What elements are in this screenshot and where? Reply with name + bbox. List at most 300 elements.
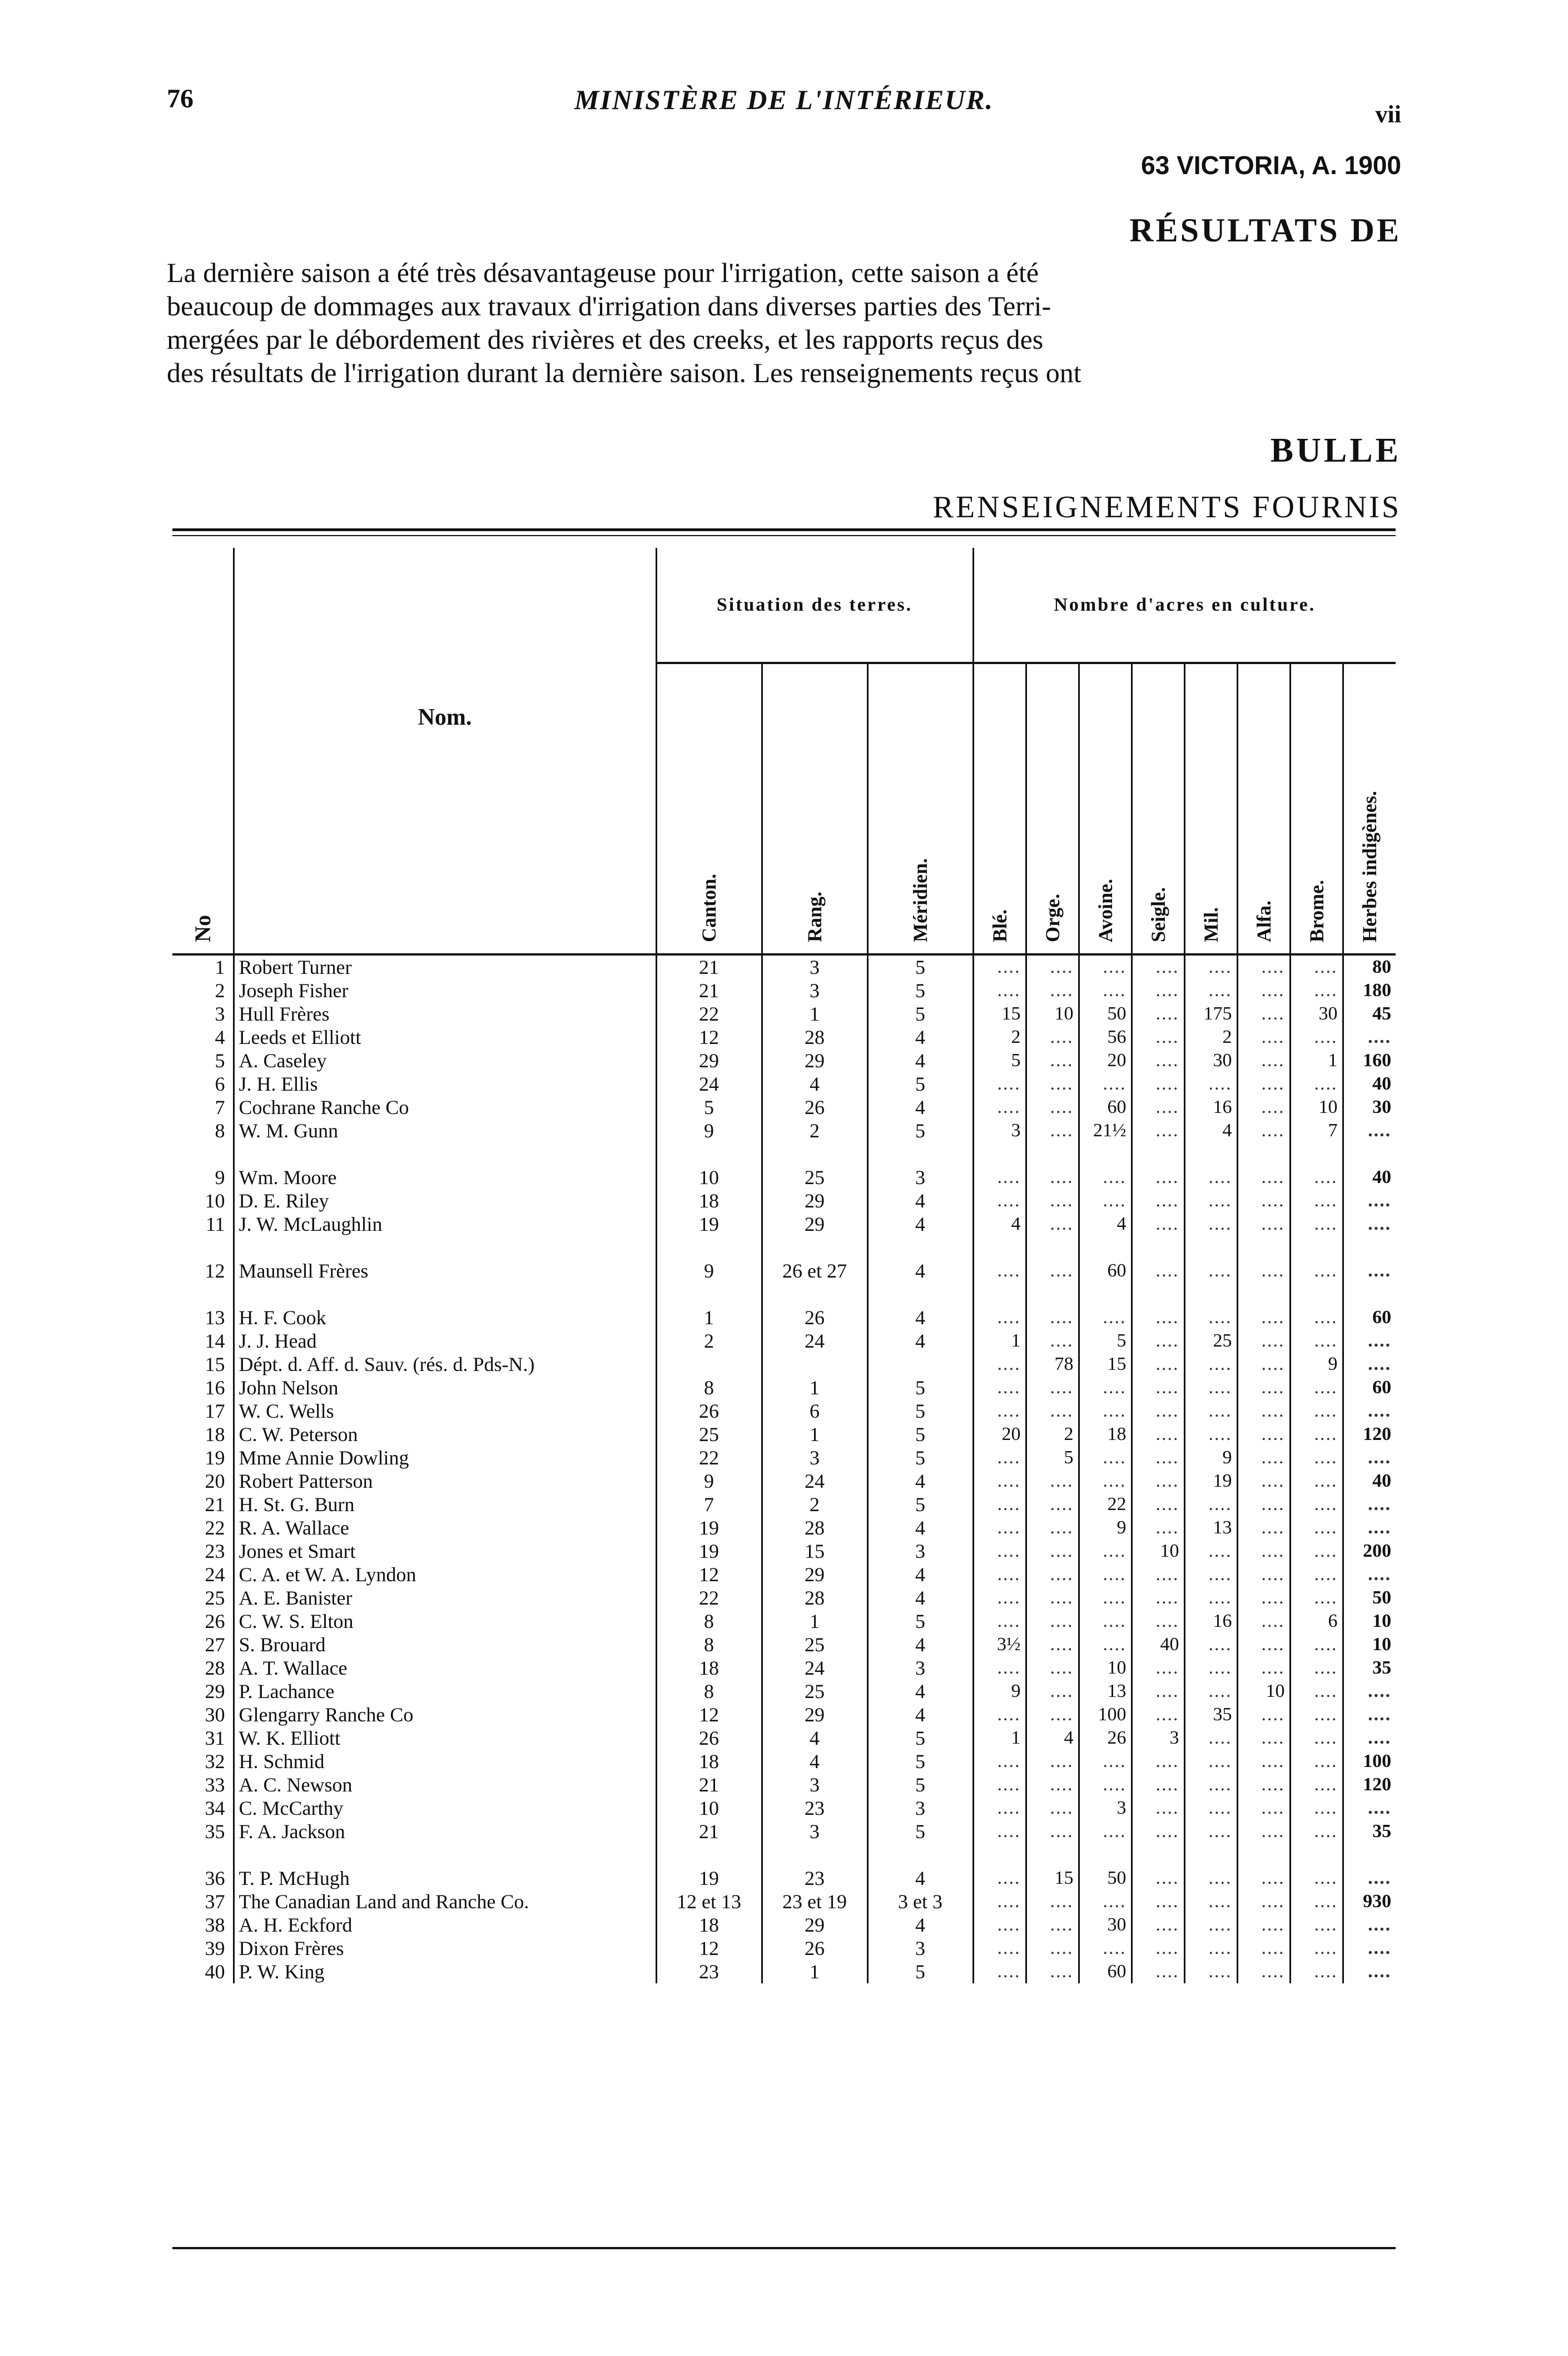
intro-line: des résultats de l'irrigation durant la dernière saison. Les renseignements reçus ont — [167, 357, 1081, 388]
row-number: 15 — [172, 1353, 234, 1376]
row-canton: 10 — [656, 1166, 762, 1189]
row-canton: 19 — [656, 1540, 762, 1563]
edition-line: 63 VICTORIA, A. 1900 — [1141, 151, 1401, 180]
row-crop-value — [1026, 979, 1079, 1002]
row-crop-value — [1132, 1750, 1184, 1773]
intro-line: La dernière saison a été très désavantageuse pour l'irrigation, cette saison a été — [167, 257, 1039, 288]
row-crop-value — [1237, 1446, 1290, 1469]
row-name: A. E. Banister — [234, 1586, 656, 1610]
table-row — [172, 1002, 1396, 1026]
row-name: H. St. G. Burn — [234, 1493, 656, 1516]
row-crop-value — [1132, 1703, 1184, 1726]
row-crop-value — [1290, 1913, 1343, 1937]
row-meridien: 5 — [867, 1726, 973, 1750]
row-canton: 9 — [656, 1119, 762, 1142]
row-canton: 5 — [656, 1096, 762, 1119]
row-canton: 26 — [656, 1399, 762, 1423]
table-row — [172, 1166, 1396, 1189]
row-crop-value — [1184, 1189, 1237, 1212]
row-crop-value — [1132, 1586, 1184, 1610]
row-crop-value — [1132, 1960, 1184, 1983]
row-crop-value — [1290, 1376, 1343, 1399]
row-crop-value — [1026, 1773, 1079, 1796]
row-crop-value — [1237, 1937, 1290, 1960]
row-number: 20 — [172, 1469, 234, 1493]
row-number: 2 — [172, 979, 234, 1002]
row-crop-value — [1237, 1002, 1290, 1026]
row-crop-value: 30 — [1184, 1049, 1237, 1072]
row-canton: 9 — [656, 1469, 762, 1493]
row-number: 28 — [172, 1656, 234, 1680]
row-crop-value — [1290, 1493, 1343, 1516]
row-name: J. H. Ellis — [234, 1072, 656, 1096]
row-name: C. McCarthy — [234, 1796, 656, 1820]
row-crop-value — [1079, 1306, 1132, 1329]
row-crop-value — [1132, 1469, 1184, 1493]
row-meridien: 4 — [867, 1026, 973, 1049]
row-meridien: 4 — [867, 1469, 973, 1493]
row-canton: 12 — [656, 1937, 762, 1960]
row-crop-value — [973, 1750, 1026, 1773]
row-number: 22 — [172, 1516, 234, 1540]
row-crop-value: 60 — [1372, 1307, 1392, 1328]
row-crop-value — [1026, 1563, 1079, 1586]
row-crop-value — [1132, 1680, 1184, 1703]
row-crop-value: 4 — [973, 1212, 1026, 1236]
row-crop-value — [1237, 1096, 1290, 1119]
row-crop-value: 9 — [1079, 1516, 1132, 1540]
row-rang — [762, 1353, 867, 1376]
row-crop-value: 3 — [973, 1119, 1026, 1142]
row-meridien: 4 — [867, 1329, 973, 1353]
row-crop-value — [1026, 1633, 1079, 1656]
row-crop-value: 100 — [1079, 1703, 1132, 1726]
row-number: 36 — [172, 1867, 234, 1890]
row-crop-value — [1237, 1329, 1290, 1353]
row-crop-value: 60 — [1372, 1377, 1392, 1398]
row-crop-value — [1184, 1306, 1237, 1329]
row-crop-value — [1026, 1703, 1079, 1726]
row-meridien: 5 — [867, 1072, 973, 1096]
row-crop-value — [1079, 1376, 1132, 1399]
group-spacer — [172, 1236, 1396, 1259]
row-crop-value: 19 — [1184, 1469, 1237, 1493]
row-crop-value — [1290, 1423, 1343, 1446]
row-crop-value — [1343, 1937, 1396, 1960]
table-row — [172, 1353, 1396, 1376]
row-crop-value — [1237, 1072, 1290, 1096]
table-row — [172, 1937, 1396, 1960]
row-crop-value — [1343, 1189, 1396, 1212]
row-crop-value — [1132, 1259, 1184, 1283]
row-crop-value: 56 — [1079, 1026, 1132, 1049]
row-name: P. W. King — [234, 1960, 656, 1983]
table-row — [172, 1399, 1396, 1423]
row-number: 14 — [172, 1329, 234, 1353]
table-row — [172, 1376, 1396, 1399]
row-crop-value — [1290, 1867, 1343, 1890]
row-crop-value — [1184, 1750, 1237, 1773]
row-name: Glengarry Ranche Co — [234, 1703, 656, 1726]
row-crop-value — [973, 1399, 1026, 1423]
row-crop-value — [1290, 1890, 1343, 1913]
row-crop-value — [1290, 1469, 1343, 1493]
row-crop-value — [1184, 1820, 1237, 1843]
row-number: 19 — [172, 1446, 234, 1469]
row-crop-value — [973, 1259, 1026, 1283]
row-meridien: 4 — [867, 1096, 973, 1119]
bulletin-subtitle: RENSEIGNEMENTS FOURNIS — [932, 490, 1401, 524]
row-crop-value: 200 — [1363, 1541, 1392, 1561]
row-crop-value — [1343, 1867, 1396, 1890]
row-crop-value: 6 — [1290, 1610, 1343, 1633]
row-crop-value — [1290, 1633, 1343, 1656]
row-meridien: 4 — [867, 1633, 973, 1656]
row-crop-value: 3 — [1079, 1796, 1132, 1820]
row-crop-value — [1184, 1540, 1237, 1563]
row-crop-value — [1290, 1212, 1343, 1236]
row-crop-value — [1343, 1913, 1396, 1937]
row-name: A. C. Newson — [234, 1773, 656, 1796]
row-crop-value: 10 — [1132, 1540, 1184, 1563]
row-crop-value — [1132, 1656, 1184, 1680]
row-crop-value — [1237, 1563, 1290, 1586]
row-crop-value — [1343, 1026, 1396, 1049]
row-crop-value: 10 — [1237, 1680, 1290, 1703]
row-crop-value — [1026, 1913, 1079, 1937]
row-crop-value — [1290, 1563, 1343, 1586]
row-crop-value — [1184, 1423, 1237, 1446]
row-crop-value — [1132, 1096, 1184, 1119]
table-row — [172, 954, 1396, 979]
row-crop-value — [1026, 1096, 1079, 1119]
intro-paragraph — [167, 256, 1407, 389]
row-crop-value — [1237, 1610, 1290, 1633]
row-name: A. H. Eckford — [234, 1913, 656, 1937]
row-canton: 9 — [656, 1259, 762, 1283]
row-number: 4 — [172, 1026, 234, 1049]
row-crop-value — [1132, 1563, 1184, 1586]
table-row — [172, 1610, 1396, 1633]
row-crop-value — [1079, 954, 1132, 979]
row-crop-value — [1237, 954, 1290, 979]
row-crop-value: 35 — [1184, 1703, 1237, 1726]
table-row — [172, 1633, 1396, 1656]
row-rang: 28 — [762, 1516, 867, 1540]
row-name: Jones et Smart — [234, 1540, 656, 1563]
col-canton-header: Canton. — [656, 663, 762, 954]
row-crop-value — [1132, 1399, 1184, 1423]
row-crop-value — [1079, 1166, 1132, 1189]
row-rang: 6 — [762, 1399, 867, 1423]
table-row — [172, 1516, 1396, 1540]
row-number: 17 — [172, 1399, 234, 1423]
row-crop-value — [973, 1960, 1026, 1983]
row-crop-value — [1079, 1399, 1132, 1423]
col-alfa-header: Alfa. — [1237, 663, 1290, 954]
row-name: T. P. McHugh — [234, 1867, 656, 1890]
row-crop-value — [1079, 1189, 1132, 1212]
row-crop-value — [1343, 1726, 1396, 1750]
row-crop-value: 9 — [1184, 1446, 1237, 1469]
group-spacer — [172, 1843, 1396, 1867]
corner-mark: vii — [1375, 101, 1401, 128]
row-rang: 4 — [762, 1750, 867, 1773]
table-row — [172, 1773, 1396, 1796]
row-rang: 24 — [762, 1469, 867, 1493]
row-crop-value — [1026, 1960, 1079, 1983]
row-crop-value: 4 — [1079, 1212, 1132, 1236]
row-crop-value: 2 — [973, 1026, 1026, 1049]
row-crop-value — [1184, 1633, 1237, 1656]
row-name: Leeds et Elliott — [234, 1026, 656, 1049]
row-canton: 19 — [656, 1212, 762, 1236]
row-crop-value — [1343, 1399, 1396, 1423]
row-rang: 1 — [762, 1376, 867, 1399]
bottom-rule — [172, 2247, 1396, 2249]
row-name: A. T. Wallace — [234, 1656, 656, 1680]
row-number: 16 — [172, 1376, 234, 1399]
row-name: The Canadian Land and Ranche Co. — [234, 1890, 656, 1913]
row-crop-value — [1290, 1446, 1343, 1469]
row-name: Robert Patterson — [234, 1469, 656, 1493]
table-row — [172, 1306, 1396, 1329]
table-row — [172, 1423, 1396, 1446]
row-name: Mme Annie Dowling — [234, 1446, 656, 1469]
row-canton: 2 — [656, 1329, 762, 1353]
row-meridien: 5 — [867, 1750, 973, 1773]
row-crop-value: 18 — [1079, 1423, 1132, 1446]
row-crop-value: 15 — [1026, 1867, 1079, 1890]
row-crop-value — [1184, 1563, 1237, 1586]
row-crop-value — [1290, 1540, 1343, 1563]
row-crop-value: 2 — [1026, 1423, 1079, 1446]
row-crop-value: 80 — [1372, 957, 1392, 977]
row-crop-value — [1132, 1189, 1184, 1212]
row-crop-value — [1237, 1867, 1290, 1890]
row-number: 7 — [172, 1096, 234, 1119]
row-number: 30 — [172, 1703, 234, 1726]
row-crop-value — [1079, 1750, 1132, 1773]
row-crop-value: 40 — [1372, 1073, 1392, 1094]
row-crop-value — [1132, 1493, 1184, 1516]
row-crop-value — [1132, 1329, 1184, 1353]
row-crop-value: 30 — [1079, 1913, 1132, 1937]
col-avoine-header: Avoine. — [1079, 663, 1132, 954]
row-crop-value — [1290, 1026, 1343, 1049]
row-name: J. W. McLaughlin — [234, 1212, 656, 1236]
row-crop-value — [1237, 1796, 1290, 1820]
row-crop-value: 15 — [1079, 1353, 1132, 1376]
row-meridien: 4 — [867, 1913, 973, 1937]
irrigation-table — [172, 548, 1396, 1983]
row-crop-value — [1079, 1610, 1132, 1633]
row-crop-value — [1237, 979, 1290, 1002]
row-crop-value — [1184, 1586, 1237, 1610]
table-row — [172, 1096, 1396, 1119]
row-meridien: 4 — [867, 1680, 973, 1703]
row-meridien: 5 — [867, 1493, 973, 1516]
row-crop-value: 160 — [1363, 1050, 1392, 1071]
row-meridien: 3 — [867, 1656, 973, 1680]
row-name: W. M. Gunn — [234, 1119, 656, 1142]
row-crop-value — [1026, 1166, 1079, 1189]
row-crop-value: 5 — [973, 1049, 1026, 1072]
table-row — [172, 1446, 1396, 1469]
col-nom-header — [234, 548, 656, 954]
row-crop-value: 9 — [1290, 1353, 1343, 1376]
group-spacer — [172, 1142, 1396, 1166]
row-crop-value: 1 — [973, 1726, 1026, 1750]
row-meridien: 5 — [867, 1446, 973, 1469]
row-crop-value — [1290, 1166, 1343, 1189]
row-meridien: 4 — [867, 1212, 973, 1236]
row-number: 12 — [172, 1259, 234, 1283]
row-crop-value — [1184, 1259, 1237, 1283]
row-crop-value: 50 — [1372, 1587, 1392, 1608]
row-crop-value — [973, 1493, 1026, 1516]
row-meridien: 3 et 3 — [867, 1890, 973, 1913]
row-rang: 23 — [762, 1796, 867, 1820]
row-rang: 3 — [762, 1773, 867, 1796]
row-crop-value — [1132, 1516, 1184, 1540]
group-spacer — [172, 1283, 1396, 1306]
row-rang: 25 — [762, 1166, 867, 1189]
row-crop-value: 3 — [1132, 1726, 1184, 1750]
row-canton: 18 — [656, 1189, 762, 1212]
table-row — [172, 1703, 1396, 1726]
row-rang: 3 — [762, 1446, 867, 1469]
row-name: Wm. Moore — [234, 1166, 656, 1189]
row-crop-value: 10 — [1372, 1611, 1392, 1631]
table-row — [172, 1072, 1396, 1096]
row-canton: 21 — [656, 954, 762, 979]
row-crop-value — [1026, 1516, 1079, 1540]
row-crop-value — [1290, 1189, 1343, 1212]
row-rang: 25 — [762, 1633, 867, 1656]
row-crop-value — [1290, 1656, 1343, 1680]
row-crop-value: 1 — [1290, 1049, 1343, 1072]
row-crop-value — [1026, 1820, 1079, 1843]
row-rang: 3 — [762, 954, 867, 979]
table-row — [172, 1212, 1396, 1236]
row-crop-value — [1132, 1376, 1184, 1399]
row-crop-value — [1026, 1937, 1079, 1960]
col-mil-header: Mil. — [1184, 663, 1237, 954]
row-crop-value: 4 — [1026, 1726, 1079, 1750]
row-crop-value: 10 — [1026, 1002, 1079, 1026]
row-crop-value — [1026, 1540, 1079, 1563]
row-crop-value: 13 — [1079, 1680, 1132, 1703]
row-crop-value — [1237, 1890, 1290, 1913]
row-number: 38 — [172, 1913, 234, 1937]
running-title: MINISTÈRE DE L'INTÉRIEUR. — [574, 84, 994, 115]
row-crop-value — [1132, 1166, 1184, 1189]
row-crop-value — [1237, 1189, 1290, 1212]
row-crop-value — [973, 1446, 1026, 1469]
table-row — [172, 1026, 1396, 1049]
row-canton: 12 — [656, 1563, 762, 1586]
row-crop-value — [1026, 1750, 1079, 1773]
row-crop-value — [1132, 1796, 1184, 1820]
row-rang: 29 — [762, 1563, 867, 1586]
row-crop-value — [1290, 1796, 1343, 1820]
row-rang: 25 — [762, 1680, 867, 1703]
row-crop-value — [1290, 1399, 1343, 1423]
table-row — [172, 1820, 1396, 1843]
row-crop-value: 20 — [1079, 1049, 1132, 1072]
intro-line: beaucoup de dommages aux travaux d'irrigation dans diverses parties des Terri- — [167, 290, 1051, 321]
row-canton: 12 — [656, 1026, 762, 1049]
row-number: 9 — [172, 1166, 234, 1189]
row-number: 40 — [172, 1960, 234, 1983]
row-rang: 23 et 19 — [762, 1890, 867, 1913]
row-crop-value — [1237, 1399, 1290, 1423]
row-crop-value — [1132, 979, 1184, 1002]
row-name: R. A. Wallace — [234, 1516, 656, 1540]
row-crop-value — [1343, 1329, 1396, 1353]
row-name: A. Caseley — [234, 1049, 656, 1072]
row-rang: 26 et 27 — [762, 1259, 867, 1283]
row-crop-value — [1290, 954, 1343, 979]
row-crop-value — [1079, 1633, 1132, 1656]
row-crop-value — [1343, 1119, 1396, 1142]
row-crop-value: 78 — [1026, 1353, 1079, 1376]
row-crop-value — [1290, 1703, 1343, 1726]
row-canton: 12 — [656, 1703, 762, 1726]
table-row — [172, 1493, 1396, 1516]
row-canton: 10 — [656, 1796, 762, 1820]
row-name: H. F. Cook — [234, 1306, 656, 1329]
row-crop-value: 4 — [1184, 1119, 1237, 1142]
row-crop-value: 50 — [1079, 1002, 1132, 1026]
row-crop-value — [1184, 1937, 1237, 1960]
row-crop-value — [1132, 1773, 1184, 1796]
row-number: 11 — [172, 1212, 234, 1236]
row-crop-value — [1079, 1890, 1132, 1913]
row-crop-value: 35 — [1372, 1821, 1392, 1842]
row-crop-value — [1079, 1072, 1132, 1096]
row-rang: 1 — [762, 1423, 867, 1446]
group-acres-header: Nombre d'acres en culture. — [973, 548, 1396, 663]
row-crop-value: 10 — [1290, 1096, 1343, 1119]
row-name: Hull Frères — [234, 1002, 656, 1026]
row-rang: 4 — [762, 1726, 867, 1750]
row-meridien: 4 — [867, 1189, 973, 1212]
row-name: Maunsell Frères — [234, 1259, 656, 1283]
table-row — [172, 979, 1396, 1002]
row-crop-value — [1343, 1960, 1396, 1983]
row-crop-value — [1184, 1656, 1237, 1680]
row-crop-value — [1132, 1002, 1184, 1026]
row-crop-value — [1132, 1072, 1184, 1096]
row-name: C. A. et W. A. Lyndon — [234, 1563, 656, 1586]
row-crop-value: 13 — [1184, 1516, 1237, 1540]
row-crop-value — [1290, 1820, 1343, 1843]
row-crop-value — [1026, 1469, 1079, 1493]
row-crop-value — [1026, 1890, 1079, 1913]
row-crop-value — [1026, 1329, 1079, 1353]
row-crop-value — [1026, 1072, 1079, 1096]
row-crop-value — [1237, 1493, 1290, 1516]
row-crop-value: 5 — [1079, 1329, 1132, 1353]
row-rang: 26 — [762, 1937, 867, 1960]
row-canton: 23 — [656, 1960, 762, 1983]
row-crop-value — [973, 1306, 1026, 1329]
row-meridien: 5 — [867, 979, 973, 1002]
row-crop-value — [1290, 1516, 1343, 1540]
row-crop-value: 60 — [1079, 1259, 1132, 1283]
